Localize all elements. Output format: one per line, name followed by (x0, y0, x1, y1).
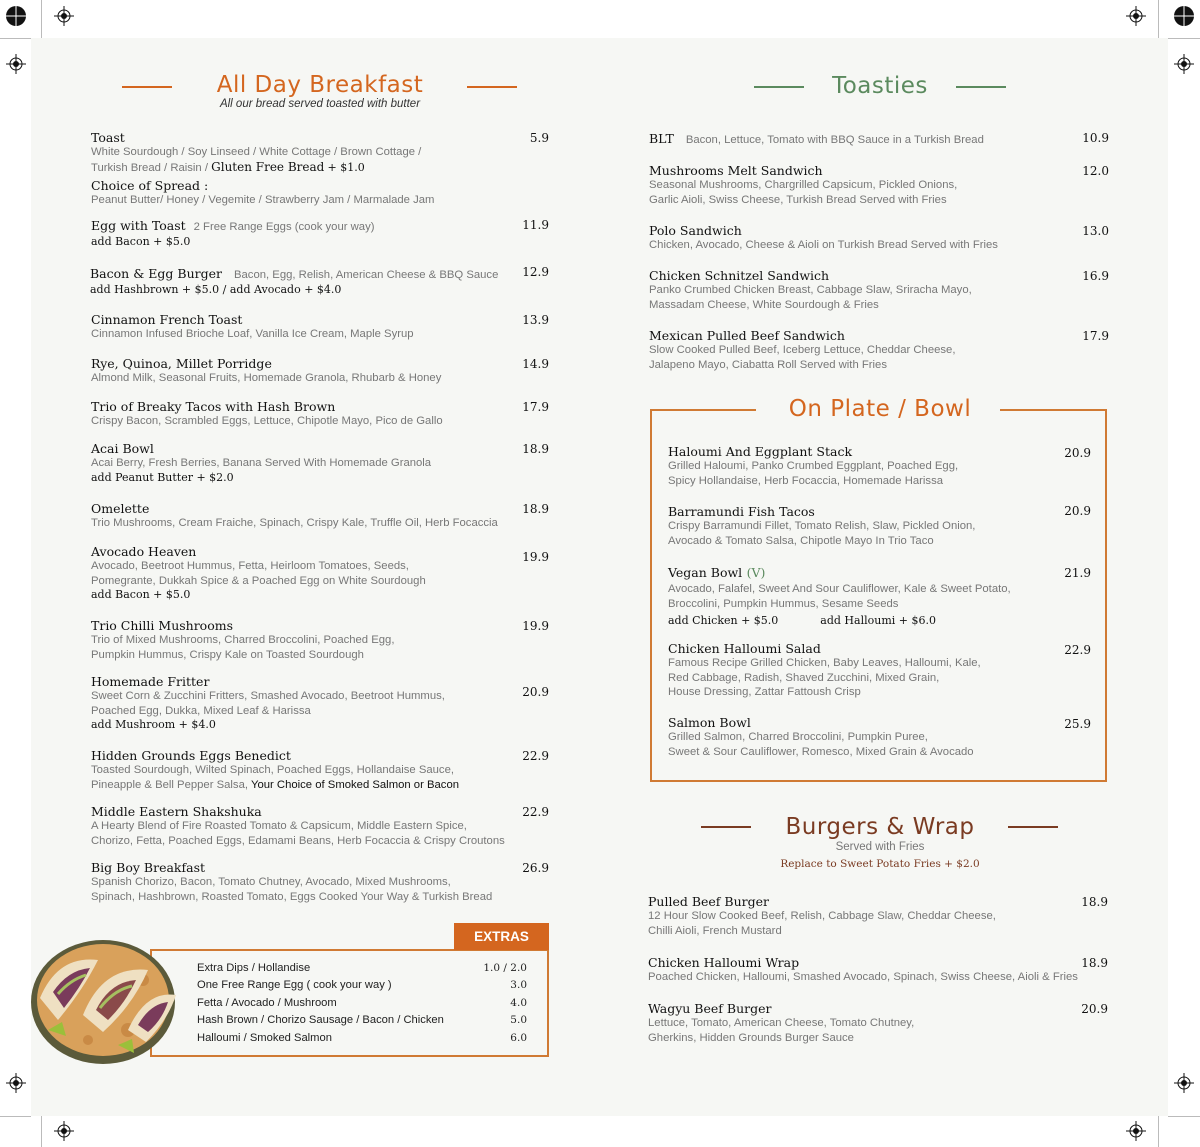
title-rule (956, 86, 1006, 88)
item-price: 18.9 (1081, 956, 1108, 970)
extras-label: One Free Range Egg ( cook your way ) (197, 979, 392, 991)
vegan-tag: (V) (746, 565, 766, 580)
menu-item-french-toast (91, 312, 414, 342)
spread-options: Peanut Butter/ Honey / Vegemite / Strawberry Jam / Marmalade Jam (91, 194, 435, 206)
item-price: 18.9 (522, 502, 549, 516)
menu-item-blt (649, 130, 984, 148)
extras-label: Extra Dips / Hollandise (197, 962, 311, 974)
item-name: Mushrooms Melt Sandwich (649, 163, 823, 178)
trim-line (41, 0, 42, 38)
extras-row (197, 962, 527, 974)
item-price: 12.9 (522, 265, 549, 279)
registration-mark-icon (54, 6, 74, 26)
menu-item-shakshuka (91, 804, 505, 848)
extras-row (197, 979, 527, 991)
item-desc: Chilli Aioli, French Mustard (648, 924, 782, 937)
item-name: Chicken Halloumi Salad (668, 641, 821, 656)
item-desc: Grilled Salmon, Charred Broccolini, Pumpkin Puree, (668, 731, 928, 743)
item-name: Wagyu Beef Burger (648, 1001, 772, 1016)
item-desc: 12 Hour Slow Cooked Beef, Relish, Cabbage Slaw, Cheddar Cheese, (648, 910, 996, 922)
item-name: Chicken Halloumi Wrap (648, 955, 800, 970)
item-desc: Sweet & Sour Cauliflower, Romesco, Mixed Grain & Avocado (668, 745, 974, 758)
menu-item-bacon-egg-burger (90, 265, 498, 296)
trim-line (1168, 38, 1200, 39)
item-price: 18.9 (522, 442, 549, 456)
item-name: Haloumi And Eggplant Stack (668, 444, 853, 459)
trim-line (1158, 1116, 1159, 1147)
spread-label: Choice of Spread : (91, 178, 209, 193)
item-name: Avocado Heaven (91, 544, 197, 559)
registration-mark-icon (1126, 1121, 1146, 1141)
item-desc: Avocado, Falafel, Sweet And Sour Cauliflower, Kale & Sweet Potato, (668, 583, 1011, 595)
item-desc: Massadam Cheese, White Sourdough & Fries (649, 298, 879, 311)
menu-item-wagyu-burger (648, 1001, 914, 1045)
item-addon: add Mushroom + $4.0 (91, 718, 216, 731)
item-price: 22.9 (522, 749, 549, 763)
item-addon: add Bacon + $5.0 (91, 235, 191, 248)
menu-item-haloumi-stack (668, 444, 958, 488)
item-name: Homemade Fritter (91, 674, 210, 689)
item-name: Chicken Schnitzel Sandwich (649, 268, 830, 283)
item-desc: Spicy Hollandaise, Herb Focaccia, Homemade Harissa (668, 474, 944, 487)
item-addon: add Halloumi + $6.0 (820, 614, 936, 627)
gluten-free-option: Gluten Free Bread (211, 159, 325, 174)
menu-item-mushroom-melt (649, 163, 957, 207)
item-price: 20.9 (1064, 504, 1091, 518)
extras-label: Hash Brown / Chorizo Sausage / Bacon / Chicken (197, 1014, 444, 1026)
item-price: 12.0 (1082, 164, 1109, 178)
item-price: 13.9 (522, 313, 549, 327)
item-desc: Pomegrante, Dukkah Spice & a Poached Egg on White Sourdough (91, 574, 426, 587)
burgers-subtitle: Served with Fries (835, 841, 925, 853)
item-price: 18.9 (1081, 895, 1108, 909)
breakfast-title: All Day Breakfast (216, 72, 424, 98)
registration-mark-icon (6, 1073, 26, 1093)
extras-label: Halloumi / Smoked Salmon (197, 1032, 332, 1044)
item-name: Pulled Beef Burger (648, 894, 769, 909)
extras-price: 1.0 / 2.0 (483, 962, 527, 974)
item-desc: Bacon, Egg, Relish, American Cheese & BBQ Sauce (233, 269, 499, 281)
trim-line (0, 1116, 31, 1117)
extras-price: 5.0 (510, 1014, 527, 1026)
item-price: 19.9 (522, 550, 549, 564)
tacos-plate-image (28, 920, 178, 1070)
item-price: 17.9 (522, 400, 549, 414)
menu-item-schnitzel-sandwich (649, 268, 972, 312)
registration-mark-icon (1174, 1073, 1194, 1093)
title-rule (467, 86, 517, 88)
item-price: 20.9 (1081, 1002, 1108, 1016)
menu-item-chicken-halloumi-wrap (648, 955, 1078, 985)
item-desc: Spinach, Hashbrown, Roasted Tomato, Eggs Cooked Your Way & Turkish Bread (91, 890, 493, 903)
item-desc: White Sourdough / Soy Linseed / White Cottage / Brown Cottage / (91, 146, 422, 158)
burgers-title: Burgers & Wrap (785, 814, 975, 840)
menu-item-vegan-bowl (668, 564, 1011, 629)
item-addon: + $1.0 (327, 160, 365, 174)
item-name: Barramundi Fish Tacos (668, 504, 815, 519)
item-desc: Cinnamon Infused Brioche Loaf, Vanilla Ice Cream, Maple Syrup (91, 328, 414, 340)
item-desc: Pineapple & Bell Pepper Salsa, (91, 778, 249, 791)
menu-item-porridge (91, 356, 441, 386)
item-desc: Toasted Sourdough, Wilted Spinach, Poached Eggs, Hollandaise Sauce, (91, 764, 454, 776)
item-choice: Your Choice of Smoked Salmon or Bacon (250, 778, 460, 791)
item-price: 21.9 (1064, 566, 1091, 580)
sweet-potato-upgrade: Replace to Sweet Potato Fries + $2.0 (780, 858, 980, 870)
registration-mark-icon (1173, 5, 1193, 25)
extras-row (197, 997, 527, 1009)
registration-mark-icon (5, 5, 25, 25)
item-price: 20.9 (1064, 446, 1091, 460)
title-rule (705, 409, 755, 411)
item-name: Polo Sandwich (649, 223, 742, 238)
title-rule (1002, 409, 1042, 411)
item-name: Toast (91, 130, 125, 145)
trim-line (1158, 0, 1159, 38)
menu-item-barramundi-tacos (668, 504, 975, 548)
menu-item-egg-toast (91, 217, 374, 248)
extras-price: 3.0 (510, 979, 527, 991)
item-desc: Chorizo, Fetta, Poached Eggs, Edamami Beans, Herb Focaccia & Crispy Croutons (91, 834, 505, 847)
item-name: Salmon Bowl (668, 715, 751, 730)
menu-item-toast (91, 130, 434, 208)
item-desc: Grilled Haloumi, Panko Crumbed Eggplant, Poached Egg, (668, 460, 959, 472)
extras-row (197, 1014, 527, 1026)
title-rule (754, 86, 804, 88)
item-price: 11.9 (522, 218, 549, 232)
plate-title: On Plate / Bowl (788, 396, 972, 422)
item-desc: Almond Milk, Seasonal Fruits, Homemade Granola, Rhubarb & Honey (91, 372, 442, 384)
item-price: 22.9 (1064, 643, 1091, 657)
menu-item-breaky-tacos (91, 399, 443, 429)
item-desc: Trio of Mixed Mushrooms, Charred Broccolini, Poached Egg, (91, 634, 395, 646)
item-desc: Acai Berry, Fresh Berries, Banana Served With Homemade Granola (91, 457, 432, 469)
item-desc: Trio Mushrooms, Cream Fraiche, Spinach, Crispy Kale, Truffle Oil, Herb Focaccia (91, 517, 498, 529)
item-desc: Broccolini, Pumpkin Hummus, Sesame Seeds (668, 597, 899, 610)
item-price: 13.0 (1082, 224, 1109, 238)
item-addon: add Hashbrown + $5.0 / add Avocado + $4.0 (90, 283, 342, 296)
menu-item-chilli-mushrooms (91, 618, 394, 662)
item-desc: Jalapeno Mayo, Ciabatta Roll Served with Fries (649, 358, 887, 371)
item-desc: Lettuce, Tomato, American Cheese, Tomato Chutney, (648, 1017, 915, 1029)
item-price: 19.9 (522, 619, 549, 633)
menu-item-big-boy-breakfast (91, 860, 492, 904)
item-desc: Sweet Corn & Zucchini Fritters, Smashed Avocado, Beetroot Hummus, (91, 690, 445, 702)
item-name: Hidden Grounds Eggs Benedict (91, 748, 291, 763)
item-price: 14.9 (522, 357, 549, 371)
breakfast-subtitle: All our bread served toasted with butter (219, 98, 421, 110)
item-desc: A Hearty Blend of Fire Roasted Tomato & Capsicum, Middle Eastern Spice, (91, 820, 467, 832)
item-desc: Avocado, Beetroot Hummus, Fetta, Heirloom Tomatoes, Seeds, (91, 560, 409, 572)
menu-item-fritter (91, 674, 445, 731)
item-desc: Avocado & Tomato Salsa, Chipotle Mayo In Trio Taco (668, 534, 934, 547)
item-desc: Panko Crumbed Chicken Breast, Cabbage Slaw, Sriracha Mayo, (649, 284, 972, 296)
item-name: Cinnamon French Toast (91, 312, 243, 327)
menu-item-acai-bowl (91, 441, 431, 484)
item-name: Bacon & Egg Burger (90, 266, 222, 281)
item-desc: Slow Cooked Pulled Beef, Iceberg Lettuce, Cheddar Cheese, (649, 344, 956, 356)
item-desc: Turkish Bread / Raisin / (91, 161, 208, 174)
item-desc: Chicken, Avocado, Cheese & Aioli on Turkish Bread Served with Fries (649, 239, 998, 251)
item-price: 16.9 (1082, 269, 1109, 283)
item-addon: add Bacon + $5.0 (91, 588, 191, 601)
registration-mark-icon (1174, 54, 1194, 74)
item-name: Egg with Toast (91, 218, 186, 233)
item-desc: Famous Recipe Grilled Chicken, Baby Leaves, Halloumi, Kale, (668, 657, 981, 669)
item-desc: Gherkins, Hidden Grounds Burger Sauce (648, 1031, 854, 1044)
item-desc: Crispy Barramundi Fillet, Tomato Relish, Slaw, Pickled Onion, (668, 520, 976, 532)
item-desc: Bacon, Lettuce, Tomato with BBQ Sauce in a Turkish Bread (685, 134, 984, 146)
title-rule (1008, 826, 1058, 828)
item-desc: Poached Chicken, Halloumi, Smashed Avocado, Spinach, Swiss Cheese, Aioli & Fries (648, 971, 1078, 983)
title-rule (122, 86, 172, 88)
registration-mark-icon (1126, 6, 1146, 26)
registration-mark-icon (54, 1121, 74, 1141)
item-price: 17.9 (1082, 329, 1109, 343)
extras-label: Fetta / Avocado / Mushroom (197, 997, 337, 1009)
item-desc: Seasonal Mushrooms, Chargrilled Capsicum, Pickled Onions, (649, 179, 958, 191)
item-desc: Poached Egg, Dukka, Mixed Leaf & Harissa (91, 704, 311, 717)
menu-item-chicken-halloumi-salad (668, 641, 981, 700)
item-name: Middle Eastern Shakshuka (91, 804, 262, 819)
item-name: Big Boy Breakfast (91, 860, 206, 875)
item-price: 25.9 (1064, 717, 1091, 731)
extras-price: 4.0 (510, 997, 527, 1009)
extras-row (197, 1032, 527, 1044)
item-name: Vegan Bowl (668, 565, 743, 580)
menu-item-pulled-beef-burger (648, 894, 996, 938)
item-desc: Crispy Bacon, Scrambled Eggs, Lettuce, Chipotle Mayo, Pico de Gallo (91, 415, 443, 427)
menu-item-salmon-bowl (668, 715, 974, 759)
item-desc: Red Cabbage, Radish, Shaved Zucchini, Mixed Grain, (668, 671, 940, 684)
menu-item-avocado-heaven (91, 544, 426, 601)
item-desc: 2 Free Range Eggs (cook your way) (193, 221, 375, 233)
item-name: Trio of Breaky Tacos with Hash Brown (91, 399, 336, 414)
trim-line (1168, 1116, 1200, 1117)
item-desc: Pumpkin Hummus, Crispy Kale on Toasted Sourdough (91, 648, 364, 661)
item-price: 5.9 (529, 131, 549, 145)
registration-mark-icon (6, 54, 26, 74)
item-desc: Garlic Aioli, Swiss Cheese, Turkish Bread Served with Fries (649, 193, 947, 206)
title-rule (701, 826, 751, 828)
extras-price: 6.0 (510, 1032, 527, 1044)
trim-line (41, 1116, 42, 1147)
item-addon: add Chicken + $5.0 (668, 614, 779, 627)
menu-item-omelette (91, 501, 498, 531)
item-price: 20.9 (522, 685, 549, 699)
item-addon: add Peanut Butter + $2.0 (91, 470, 234, 484)
extras-title: EXTRAS (454, 923, 549, 950)
item-name: BLT (649, 131, 674, 146)
menu-item-polo-sandwich (649, 223, 998, 253)
item-price: 22.9 (522, 805, 549, 819)
item-desc: Spanish Chorizo, Bacon, Tomato Chutney, Avocado, Mixed Mushrooms, (91, 876, 451, 888)
item-name: Mexican Pulled Beef Sandwich (649, 328, 845, 343)
item-price: 26.9 (522, 861, 549, 875)
trim-line (0, 38, 31, 39)
toasties-title: Toasties (832, 73, 928, 99)
item-name: Rye, Quinoa, Millet Porridge (91, 356, 272, 371)
item-name: Acai Bowl (91, 441, 154, 456)
menu-item-mexican-beef-sandwich (649, 328, 955, 372)
item-price: 10.9 (1082, 131, 1109, 145)
item-desc: House Dressing, Zattar Fattoush Crisp (668, 686, 861, 698)
item-name: Omelette (91, 501, 150, 516)
item-name: Trio Chilli Mushrooms (91, 618, 233, 633)
menu-item-eggs-benedict (91, 748, 459, 792)
